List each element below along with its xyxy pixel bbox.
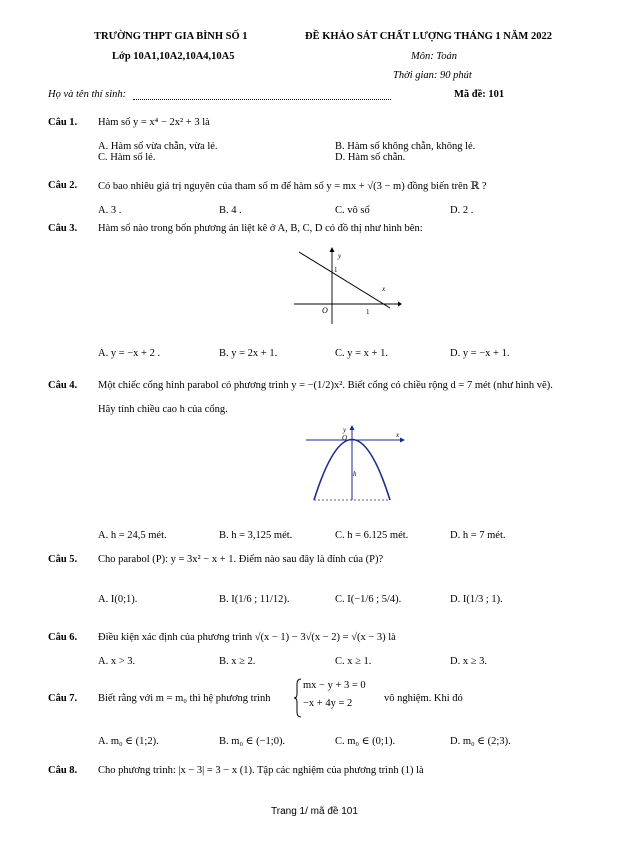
duration: Thời gian: 90 phút (393, 70, 472, 81)
q4-y-letter: y (343, 426, 347, 434)
q1-option-b: B. Hàm số không chẵn, không lẻ. (335, 141, 476, 152)
q5-label: Câu 5. (48, 554, 78, 565)
class-list: Lớp 10A1,10A2,10A4,10A5 (112, 51, 235, 62)
q3-option-a: A. y = −x + 2 . (98, 348, 161, 359)
q7-option-c: C. m₀ ∈ (0;1). (335, 736, 396, 747)
q5-text: Cho parabol (P): y = 3x² − x + 1. Điểm nào sau đây là đỉnh của (P)? (98, 554, 384, 565)
exam-title: ĐỀ KHẢO SÁT CHẤT LƯỢNG THÁNG 1 NĂM 2022 (305, 31, 552, 42)
q3-one-x: 1 (366, 308, 370, 316)
q3-option-c: C. y = x + 1. (335, 348, 388, 359)
q7-brace (294, 678, 302, 718)
q2-label: Câu 2. (48, 180, 78, 191)
q2-text: Có bao nhiêu giá trị nguyên của tham số m để hàm số y = mx + √(3 − m) đồng biến trên ℝ ? (98, 181, 487, 192)
q4-text-2: Hãy tính chiều cao h của cổng. (98, 404, 228, 415)
school-name: TRƯỜNG THPT GIA BÌNH SỐ 1 (94, 31, 248, 42)
q7-option-a: A. m₀ ∈ (1;2). (98, 736, 159, 747)
q7-option-b: B. m₀ ∈ (−1;0). (219, 736, 286, 747)
q7-label: Câu 7. (48, 693, 78, 704)
q1-option-d: D. Hàm số chẵn. (335, 152, 406, 163)
q6-option-c: C. x ≥ 1. (335, 656, 372, 667)
q6-option-a: A. x > 3. (98, 656, 136, 667)
page-footer: Trang 1/ mã đề 101 (271, 806, 358, 817)
q6-text: Điều kiện xác định của phương trình √(x − 1) − 3√(x − 2) = √(x − 3) là (98, 632, 396, 643)
q4-option-b: B. h = 3,125 mét. (219, 530, 293, 541)
name-label: Họ và tên thí sinh: (48, 89, 127, 100)
q5-option-d: D. I(1/3 ; 1). (450, 594, 503, 605)
q3-option-b: B. y = 2x + 1. (219, 348, 278, 359)
q4-option-c: C. h = 6.125 mét. (335, 530, 409, 541)
q7-text-b: vô nghiệm. Khi đó (384, 693, 463, 704)
q7-option-d: D. m₀ ∈ (2;3). (450, 736, 511, 747)
q4-x-letter: x (396, 431, 400, 439)
q5-option-a: A. I(0;1). (98, 594, 138, 605)
q2-option-b: B. 4 . (219, 205, 242, 216)
q6-option-d: D. x ≥ 3. (450, 656, 487, 667)
q3-label: Câu 3. (48, 223, 78, 234)
exam-code: Mã đề: 101 (454, 89, 505, 100)
q1-option-c: C. Hàm số lẻ. (98, 152, 156, 163)
q3-x-letter: x (382, 285, 386, 293)
q4-text: Một chiếc cổng hình parabol có phương trình y = −(1/2)x². Biết cổng có chiều rộng d = 7 mét (như hình vẽ). (98, 380, 553, 391)
q3-y-letter: y (338, 252, 342, 260)
q7-text-a: Biết rằng với m = m₀ thì hệ phương trình (98, 693, 271, 704)
q5-option-b: B. I(1/6 ; 11/12). (219, 594, 290, 605)
q2-option-a: A. 3 . (98, 205, 122, 216)
subject: Môn: Toán (411, 51, 457, 62)
q1-label: Câu 1. (48, 117, 78, 128)
q3-line (299, 252, 390, 308)
q3-text: Hàm số nào trong bốn phương án liệt kê ở A, B, C, D có đồ thị như hình bên: (98, 223, 423, 234)
q4-graph (300, 424, 410, 516)
q2-option-c: C. vô số (335, 205, 370, 216)
q3-origin: O (322, 306, 328, 315)
q3-graph (290, 246, 402, 326)
q1-text: Hàm số y = x⁴ − 2x² + 3 là (98, 117, 210, 128)
q2-option-d: D. 2 . (450, 205, 474, 216)
q7-eq1: mx − y + 3 = 0 (303, 680, 366, 691)
q4-option-d: D. h = 7 mét. (450, 530, 506, 541)
q8-label: Câu 8. (48, 765, 78, 776)
q3-one-y: 1 (334, 266, 338, 274)
q4-label: Câu 4. (48, 380, 78, 391)
q6-option-b: B. x ≥ 2. (219, 656, 256, 667)
name-blank (133, 99, 391, 100)
q3-option-d: D. y = −x + 1. (450, 348, 510, 359)
q8-text: Cho phương trình: |x − 3| = 3 − x (1). Tập các nghiệm của phương trình (1) là (98, 765, 424, 776)
q7-eq2: −x + 4y = 2 (303, 698, 353, 709)
q4-option-a: A. h = 24,5 mét. (98, 530, 167, 541)
q5-option-c: C. I(−1/6 ; 5/4). (335, 594, 402, 605)
q4-origin: O (342, 434, 348, 442)
q6-label: Câu 6. (48, 632, 78, 643)
q4-h: h (353, 470, 357, 478)
q1-option-a: A. Hàm số vừa chẵn, vừa lẻ. (98, 141, 218, 152)
